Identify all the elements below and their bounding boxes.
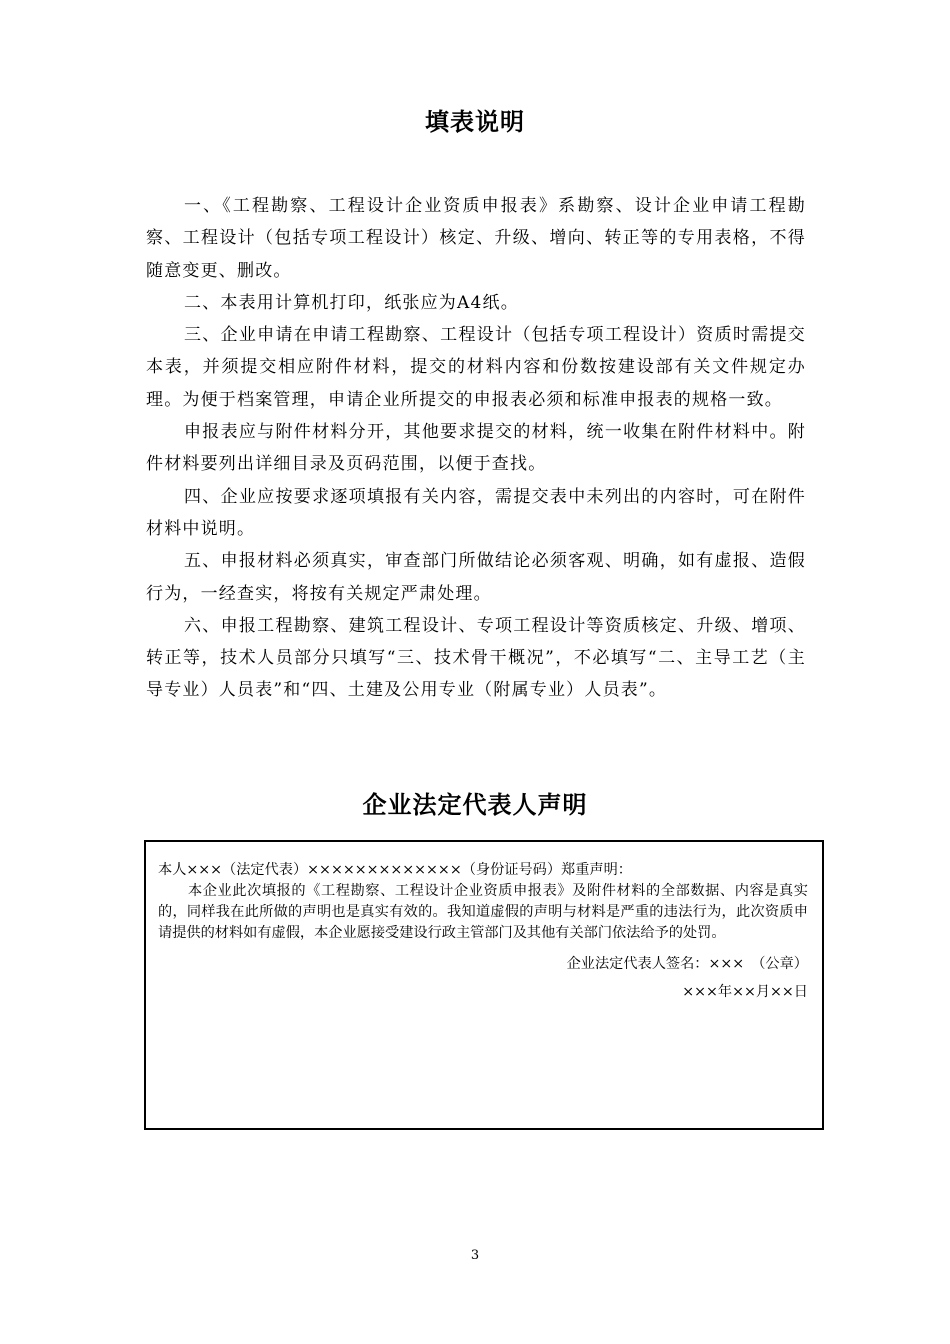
declaration-date: ×××年××月××日	[682, 984, 808, 1000]
instruction-paragraph-2: 二、本表用计算机打印，纸张应为A4纸。	[184, 292, 519, 313]
declaration-box	[144, 840, 824, 1130]
instruction-paragraph-1: 一、《工程勘察、工程设计企业资质申报表》系勘察、设计企业申请工程勘察、工程设计（包括专项工程设计）核定、升级、增向、转正等的专用表格，不得随意变更、删改。	[146, 196, 806, 281]
instructions-section	[146, 190, 806, 707]
instruction-paragraph-6: 五、申报材料必须真实，审查部门所做结论必须客观、明确，如有虚报、造假行为，一经查实，将按有关规定严肃处理。	[146, 551, 806, 604]
page-number: 3	[470, 1248, 480, 1263]
declaration-body: 本企业此次填报的《工程勘察、工程设计企业资质申报表》及附件材料的全部数据、内容是真实的，同样我在此所做的声明也是真实有效的。我知道虚假的声明与材料是严重的违法行为，此次资质申请提供的材料如有虚假，本企业愿接受建设行政主管部门及其他有关部门依法给予的处罚。	[158, 883, 808, 941]
declaration-opening: 本人×××（法定代表）×××××××××××××（身份证号码）郑重声明：	[158, 862, 632, 878]
declaration-signature: 企业法定代表人签名：××× （公章）	[566, 956, 808, 972]
declaration-title: 企业法定代表人声明	[362, 790, 588, 819]
instruction-paragraph-7: 六、申报工程勘察、建筑工程设计、专项工程设计等资质核定、升级、增项、转正等，技术人员部分只填写“三、技术骨干概况”，不必填写“二、主导工艺（主导专业）人员表”和“四、土建及公用专业（附属专业）人员表”。	[146, 615, 806, 701]
instruction-paragraph-5: 四、企业应按要求逐项填报有关内容，需提交表中未列出的内容时，可在附件材料中说明。	[146, 486, 806, 539]
instruction-paragraph-3: 三、企业申请在申请工程勘察、工程设计（包括专项工程设计）资质时需提交本表，并须提交相应附件材料，提交的材料内容和份数按建设部有关文件规定办理。为便于档案管理，申请企业所提交的申报表必须和标准申报表的规格一致。	[146, 325, 806, 410]
instructions-title: 填表说明	[425, 107, 525, 136]
instruction-paragraph-4: 申报表应与附件材料分开，其他要求提交的材料，统一收集在附件材料中。附件材料要列出详细目录及页码范围，以便于查找。	[146, 422, 806, 475]
